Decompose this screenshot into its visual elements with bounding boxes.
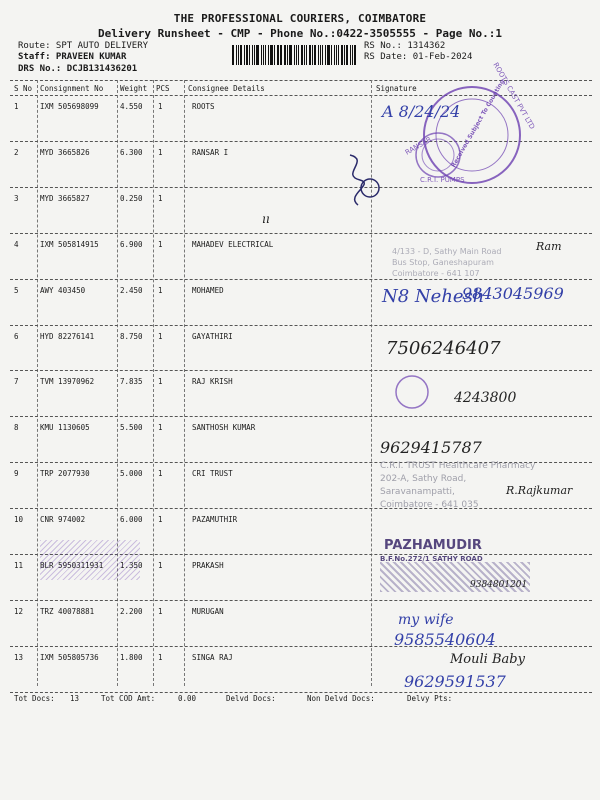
row-separator — [10, 600, 592, 601]
row-sno: 4 — [14, 239, 19, 249]
pazhamudir-stamp: PAZHAMUDIR — [384, 538, 482, 553]
total-cod-label: Tot COD Amt: — [101, 694, 156, 703]
signature-row5-name: N8 Nehesh — [382, 286, 485, 307]
row-separator — [10, 692, 592, 693]
row-consignee: PAZAMUTHIR — [192, 515, 238, 525]
row-sno: 10 — [14, 515, 24, 525]
barcode-image — [232, 45, 358, 65]
row-pcs: 1 — [158, 193, 163, 203]
row-weight: 8.750 — [120, 331, 143, 341]
signature-row12: my wife — [398, 612, 454, 628]
row-pcs: 1 — [158, 377, 163, 387]
row-separator — [10, 646, 592, 647]
row-consignment-no: MYD 3665826 — [40, 147, 90, 157]
row-separator — [10, 370, 592, 371]
col-header-sno: S No — [14, 84, 33, 93]
signature-row5-phone: 9843045969 — [462, 284, 564, 303]
total-docs-label: Tot Docs: — [14, 694, 55, 703]
row-pcs: 1 — [158, 561, 163, 570]
roots-stamp — [390, 75, 570, 195]
total-docs-value: 13 — [70, 694, 80, 703]
row-separator — [10, 279, 592, 280]
row-pcs: 1 — [158, 469, 163, 479]
signature-row11-phone: 9384801201 — [470, 580, 528, 590]
row-weight: 6.300 — [120, 147, 143, 157]
row-consignment-no: IXM 505805736 — [40, 652, 99, 662]
row-sno: 6 — [14, 331, 19, 341]
row-separator — [10, 325, 592, 326]
row-sno: 12 — [14, 606, 24, 616]
row-consignment-no: TVM 13970962 — [40, 377, 95, 387]
address-stamp-row4: 4/133 - D, Sathy Main Road Bus Stop, Ganeshapuram Coimbatore - 641 107 — [392, 247, 502, 278]
row-consignment-no: KMU 1130605 — [40, 423, 90, 433]
row-pcs: 1 — [158, 239, 163, 249]
signature-row8-phone: 9629415787 — [380, 438, 482, 457]
col-header-signature: Signature — [376, 84, 417, 93]
col-header-weight: Weight — [120, 84, 148, 93]
row-pcs: 1 — [158, 147, 163, 157]
row-consignment-no: TRP 2077930 — [40, 469, 90, 479]
roots-stamp-text: ROOTS CAST PVT LTD — [491, 61, 537, 131]
rs-number: RS No.: 1314362 — [364, 41, 446, 51]
total-cod-value: 0.00 — [178, 694, 197, 703]
pazhamudir-stamp-address: B.F.No.272/1 SATHY ROAD — [380, 555, 483, 563]
col-header-consignment: Consignment No — [40, 84, 104, 93]
tick-mark: ıı — [262, 212, 270, 226]
runsheet-subtitle: Delivery Runsheet - CMP - Phone No.:0422-3505555 - Page No.:1 — [98, 27, 502, 40]
company-title: THE PROFESSIONAL COURIERS, COIMBATORE — [173, 12, 427, 25]
signature-row6-phone: 7506246407 — [386, 338, 501, 359]
signature-row7-phone: 4243800 — [454, 390, 517, 406]
col-header-consignee: Consignee Details — [188, 84, 265, 93]
row-weight: 2.450 — [120, 285, 143, 295]
row-consignee: MOHAMED — [192, 285, 224, 295]
row-consignee: MURUGAN — [192, 606, 224, 616]
row-weight: 1.350 — [120, 561, 143, 570]
row-consignee: SINGA RAJ — [192, 652, 233, 662]
row-consignment-no: CNR 974002 — [40, 515, 86, 525]
ink-smudge — [40, 540, 140, 580]
signature-row12-phone: 9585540604 — [394, 630, 496, 649]
route-label: Route: SPT AUTO DELIVERY — [18, 41, 149, 51]
signature-row9: R.Rajkumar — [506, 484, 573, 497]
row-consignment-no: BLR 5950311931 — [40, 561, 104, 570]
received-stamp-text: Received Subject To Counting — [450, 78, 507, 169]
row-consignee: RANSAR I — [192, 147, 229, 157]
delivered-docs-label: Delvd Docs: — [226, 694, 276, 703]
row-consignee: CRI TRUST — [192, 469, 233, 479]
row-consignment-no: TRZ 40078881 — [40, 606, 95, 616]
row-sno: 8 — [14, 423, 19, 433]
row-consignee: SANTHOSH KUMAR — [192, 423, 256, 433]
row-pcs: 1 — [158, 606, 163, 616]
row-separator — [10, 233, 592, 234]
column-divider — [184, 80, 185, 686]
cri-trust-stamp: C.R.I. TRUST Healthcare Pharmacy 202-A, Sathy Road, Saravanampatti, Coimbatore - 641 035 — [380, 461, 536, 510]
row-sno: 2 — [14, 147, 19, 157]
col-header-pcs: PCS — [156, 84, 170, 93]
row-weight: 5.000 — [120, 469, 143, 479]
row-consignment-no: IXM 505698099 — [40, 102, 99, 111]
delivery-points-label: Delvy Pts: — [407, 694, 453, 703]
row-consignee: MAHADEV ELECTRICAL — [192, 239, 274, 249]
row-weight: 5.500 — [120, 423, 143, 433]
column-divider — [153, 80, 154, 686]
row-weight: 2.200 — [120, 606, 143, 616]
row-separator — [10, 416, 592, 417]
row-consignee: ROOTS — [192, 102, 215, 111]
row-weight: 4.550 — [120, 102, 143, 111]
signature-row7-stamp — [392, 372, 432, 412]
row-consignment-no: MYD 3665827 — [40, 193, 90, 203]
row-sno: 11 — [14, 561, 24, 570]
row-pcs: 1 — [158, 285, 163, 295]
row-consignee: RAJ KRISH — [192, 377, 233, 387]
row-pcs: 1 — [158, 423, 163, 433]
signature-row13-phone: 9629591537 — [404, 672, 506, 691]
row-consignee: GAYATHIRI — [192, 331, 233, 341]
row-sno: 5 — [14, 285, 19, 295]
row-pcs: 1 — [158, 331, 163, 341]
row-pcs: 1 — [158, 102, 163, 111]
cri-stamp-text: C.R.I. PUMPS — [420, 176, 465, 184]
row-pcs: 1 — [158, 652, 163, 662]
row-weight: 0.250 — [120, 193, 143, 203]
signature-row1: A 8/24/24 — [382, 102, 461, 121]
signature-row4: Ram — [536, 240, 562, 253]
staff-label: Staff: PRAVEEN KUMAR — [18, 52, 127, 62]
row-consignment-no: IXM 505814915 — [40, 239, 99, 249]
ransar-stamp-text: RANSAR — [403, 135, 433, 157]
row-consignee: PRAKASH — [192, 561, 224, 570]
row-sno: 3 — [14, 193, 19, 203]
signature-row2-scribble — [330, 150, 390, 210]
signature-row13-name: Mouli Baby — [450, 652, 525, 667]
row-weight: 6.000 — [120, 515, 143, 525]
rs-date: RS Date: 01-Feb-2024 — [364, 52, 473, 62]
column-divider — [37, 80, 38, 686]
row-consignment-no: AWY 403450 — [40, 285, 86, 295]
non-delivered-docs-label: Non Delvd Docs: — [307, 694, 375, 703]
row-weight: 7.835 — [120, 377, 143, 387]
row-sno: 13 — [14, 652, 24, 662]
column-divider — [117, 80, 118, 686]
drs-number: DRS No.: DCJB131436201 — [18, 64, 138, 74]
row-weight: 6.900 — [120, 239, 143, 249]
row-sno: 9 — [14, 469, 19, 479]
row-sno: 1 — [14, 102, 19, 111]
row-weight: 1.800 — [120, 652, 143, 662]
row-sno: 7 — [14, 377, 19, 387]
row-consignment-no: HYD 82276141 — [40, 331, 95, 341]
row-pcs: 1 — [158, 515, 163, 525]
